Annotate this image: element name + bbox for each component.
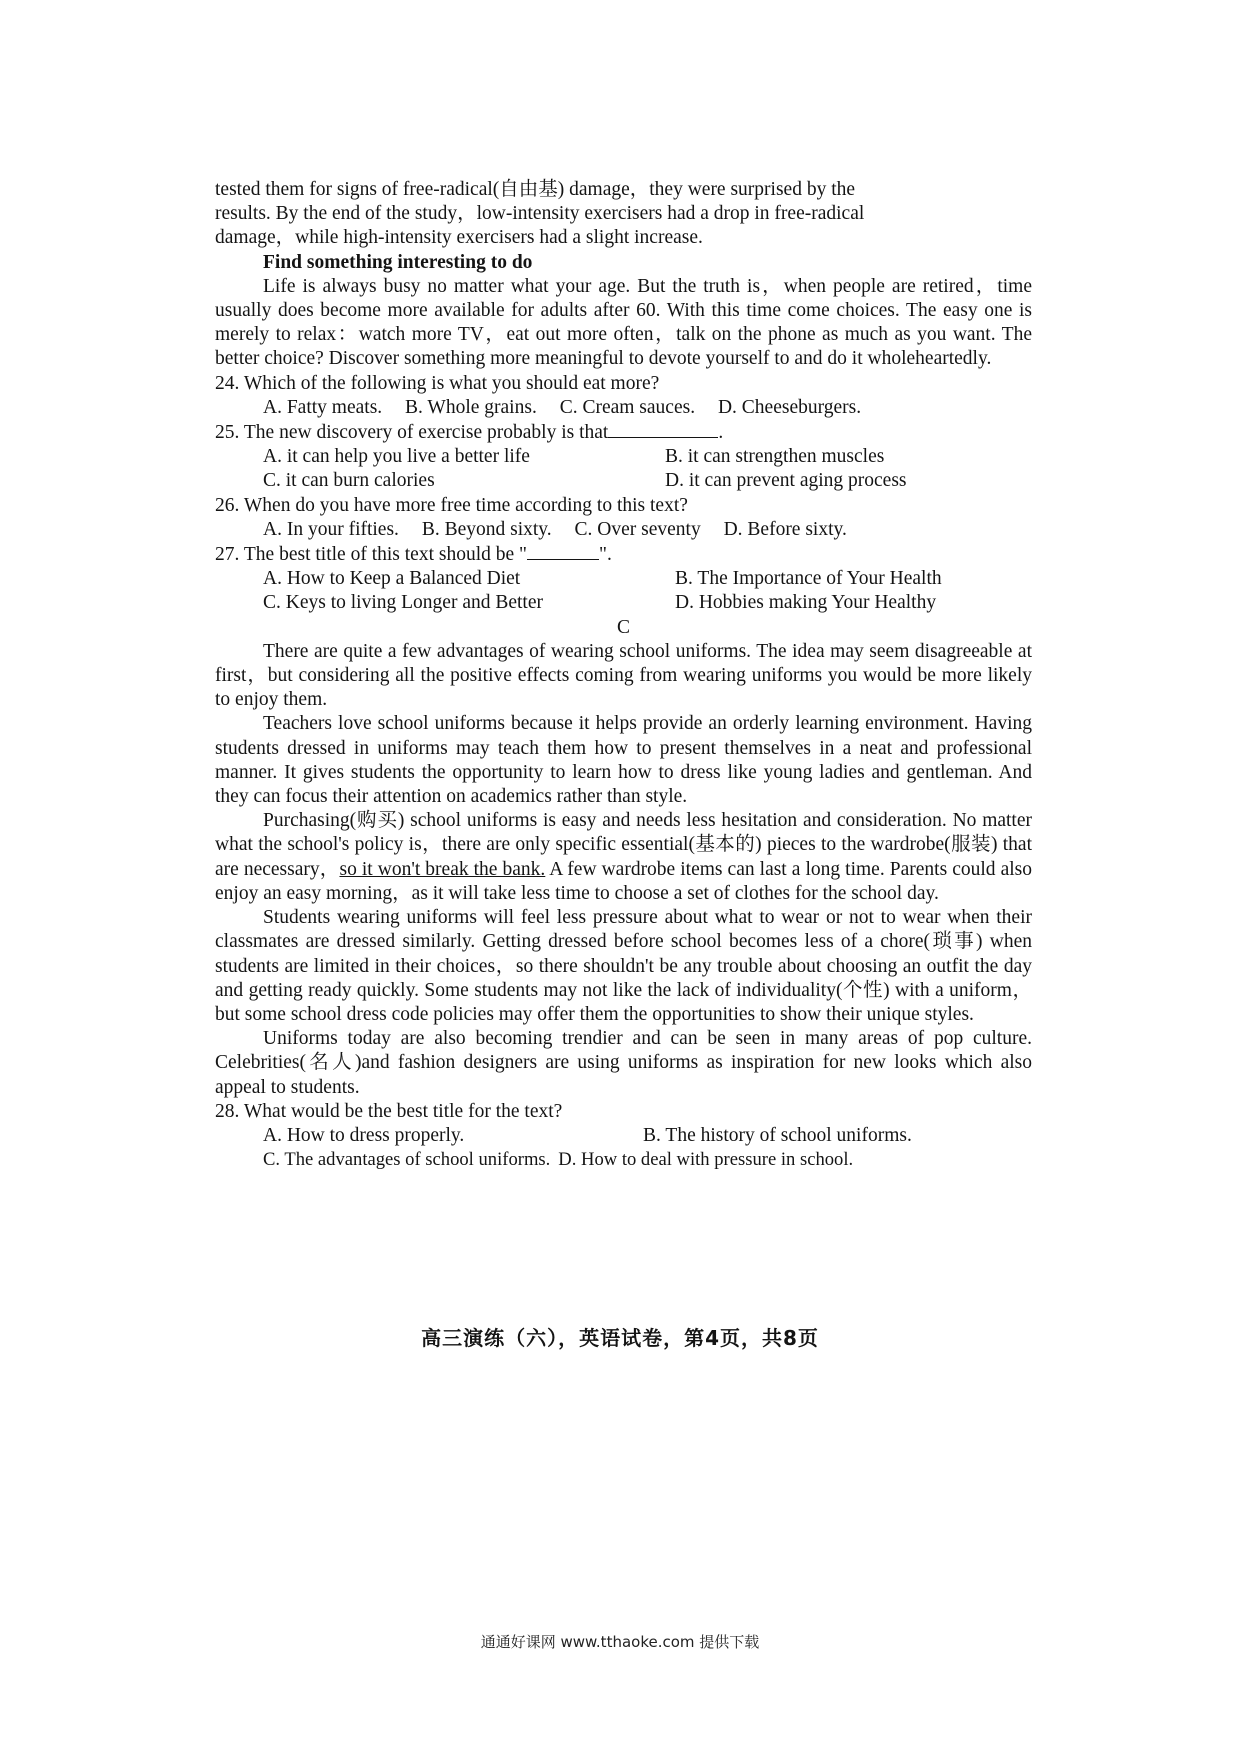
question-stem-text: 27. The best title of this text should be ": [215, 544, 527, 566]
paragraph: There are quite a few advantages of wearing school uniforms. The idea may seem disagreeable at first，but considering all the positive effects coming from wearing uniforms you would be more likely to enjoy them.: [215, 640, 1032, 711]
question-stem: [215, 542, 1032, 567]
option-a: A. How to dress properly.: [263, 1124, 465, 1146]
paragraph: Teachers love school uniforms because it helps provide an orderly learning environment. Having students dressed in uniforms may teach them how to present themselves in a neat and professional manner. It gives students the opportunity to learn how to dress like young ladies and gentleman. And they can focus their attention on academics rather than style.: [215, 713, 1032, 808]
question-25: [215, 420, 1032, 494]
option-b: B. The Importance of Your Health: [675, 568, 942, 590]
paragraph: Life is always busy no matter what your age. But the truth is，when people are retired，time usually does become more available for adults after 60. With this time come choices. The easy one is merely to relax：watch more TV，eat out more often，talk on the phone as much as you want. The better choice? Discover something more meaningful to devote yourself to and do it wholeheartedly.: [215, 275, 1032, 370]
paragraph-text: Purchasing(购买) school uniforms is easy and needs less hesitation and consideration. No matter what the school's policy is，there are only specific essential(基本的) pieces to the wardrobe(服装) that are necessary，: [215, 810, 1032, 880]
question-stem: 28. What would be the best title for the text?: [215, 1100, 563, 1122]
question-26: [215, 494, 1032, 542]
question-27: [215, 542, 1032, 616]
question-options: [263, 469, 1032, 493]
question-stem-end: ".: [598, 544, 612, 566]
page-footer: 高三演练（六），英语试卷，第4页，共8页: [421, 1326, 819, 1350]
paragraph: Uniforms today are also becoming trendier and can be seen in many areas of pop culture. Celebrities(名人)and fashion designers are using uniforms as inspiration for new looks which also appeal to students.: [215, 1028, 1032, 1098]
section-label: C: [616, 616, 630, 638]
answer-blank: [608, 420, 718, 438]
question-stem: 24. Which of the following is what you should eat more?: [215, 372, 660, 394]
question-options: [263, 445, 1032, 469]
question-28: [215, 1100, 1032, 1173]
option-a: A. it can help you live a better life: [263, 446, 530, 468]
question-options: [263, 591, 1032, 615]
option-c: C. Cream sauces.: [559, 396, 696, 418]
option-a: A. Fatty meats.: [263, 396, 383, 418]
option-c: C. it can burn calories: [263, 470, 435, 492]
option-b: B. Beyond sixty.: [421, 518, 552, 540]
text-line: tested them for signs of free-radical(自由基) damage，they were surprised by the: [215, 179, 856, 200]
question-stem: [215, 420, 1032, 445]
answer-blank: [527, 542, 599, 560]
option-c: C. Over seventy: [574, 518, 701, 540]
question-options: [263, 1148, 1032, 1172]
option-a: A. In your fifties.: [263, 518, 399, 540]
option-b: B. it can strengthen muscles: [665, 446, 885, 468]
option-b: B. The history of school uniforms.: [643, 1124, 912, 1146]
option-d: D. Before sixty.: [723, 518, 847, 540]
option-d: D. Cheeseburgers.: [717, 396, 862, 418]
paragraph: [215, 809, 1032, 906]
question-stem-end: .: [718, 422, 724, 444]
text-line: results. By the end of the study，low-intensity exercisers had a drop in free-radical: [215, 203, 865, 225]
question-options: [263, 567, 1032, 591]
question-stem-text: 25. The new discovery of exercise probably is that: [215, 422, 609, 444]
paragraph: Students wearing uniforms will feel less pressure about what to wear or not to wear when their classmates are dressed similarly. Getting dressed before school becomes less of a chore(琐事) when students are limited in their choices，so there shouldn't be any trouble about choosing an outfit the day and getting ready quickly. Some students may not like the lack of individuality(个性) with a uniform，but some school dress code policies may offer them the opportunities to show their unique styles.: [215, 907, 1032, 1025]
question-options: [263, 396, 1032, 420]
paragraph-text: A few wardrobe items can last a long time. Parents could also enjoy an easy morning，as it will take less time to choose a set of clothes for the school day.: [215, 858, 1032, 904]
option-a: A. How to Keep a Balanced Diet: [263, 568, 521, 590]
option-c: C. Keys to living Longer and Better: [263, 592, 543, 614]
exam-page: [215, 178, 1032, 1172]
option-d: D. it can prevent aging process: [665, 470, 907, 492]
option-c: C. The advantages of school uniforms.: [263, 1149, 551, 1171]
question-stem: 26. When do you have more free time according to this text?: [215, 494, 688, 516]
section-heading: Find something interesting to do: [263, 251, 533, 273]
option-b: B. Whole grains.: [405, 396, 537, 418]
underlined-phrase: so it won't break the bank.: [339, 858, 546, 880]
question-options: [263, 1124, 1032, 1148]
question-options: [263, 518, 1032, 542]
download-source: 通通好课网 www.tthaoke.com 提供下载: [480, 1633, 760, 1651]
passage-b-intro: [215, 178, 1032, 251]
question-24: [215, 372, 1032, 420]
option-d: D. Hobbies making Your Healthy: [675, 592, 937, 614]
option-d: D. How to deal with pressure in school.: [558, 1149, 854, 1171]
text-line: damage，while high-intensity exercisers had a slight increase.: [215, 227, 703, 249]
